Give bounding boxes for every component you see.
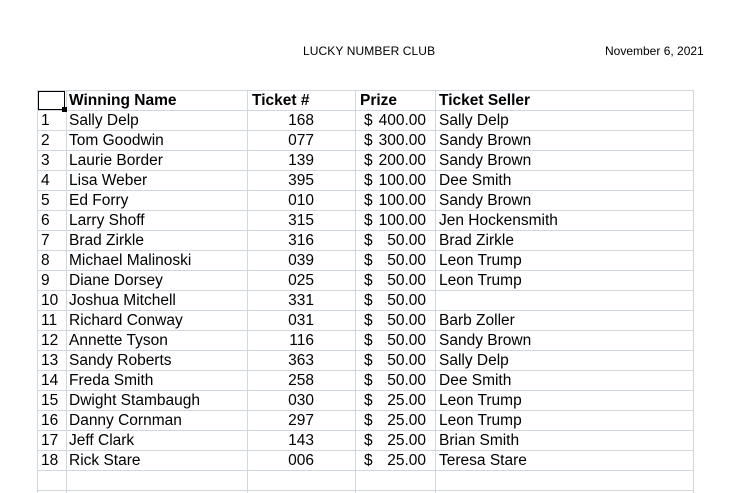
row-number: 11 (41, 312, 58, 329)
prize-amount-cell[interactable]: 100.00 (378, 192, 426, 209)
table-row[interactable] (38, 191, 694, 211)
ticket-number-cell[interactable]: 031 (288, 312, 314, 329)
ticket-seller-cell[interactable]: Brad Zirkle (439, 232, 514, 249)
table-row[interactable] (38, 231, 694, 251)
row-number: 8 (41, 252, 50, 269)
winning-name-cell[interactable]: Freda Smith (69, 372, 154, 389)
currency-symbol: $ (364, 312, 373, 329)
winning-name-cell[interactable]: Tom Goodwin (69, 132, 164, 149)
winning-name-cell[interactable]: Sally Delp (69, 112, 139, 129)
currency-symbol: $ (364, 172, 373, 189)
table-row[interactable] (38, 151, 694, 171)
winning-name-cell[interactable]: Lisa Weber (69, 172, 148, 189)
currency-symbol: $ (364, 372, 373, 389)
report-date: November 6, 2021 (605, 44, 704, 58)
winning-name-cell[interactable]: Rick Stare (69, 452, 141, 469)
row-number: 18 (41, 452, 59, 469)
winning-name-cell[interactable]: Danny Cornman (69, 412, 182, 429)
ticket-seller-cell[interactable]: Leon Trump (439, 392, 522, 409)
table-row[interactable] (38, 371, 694, 391)
selected-cell[interactable] (38, 91, 65, 110)
winning-name-cell[interactable]: Jeff Clark (69, 432, 135, 449)
ticket-number-cell[interactable]: 363 (288, 352, 314, 369)
prize-amount-cell[interactable]: 300.00 (378, 132, 426, 149)
ticket-seller-cell[interactable]: Dee Smith (439, 172, 512, 189)
ticket-number-cell[interactable]: 143 (288, 432, 314, 449)
currency-symbol: $ (364, 392, 373, 409)
row-number: 10 (41, 292, 59, 309)
club-title: LUCKY NUMBER CLUB (303, 44, 436, 58)
ticket-number-cell[interactable]: 006 (288, 452, 314, 469)
currency-symbol: $ (364, 112, 373, 129)
table-row[interactable] (38, 331, 694, 351)
row-number: 12 (41, 332, 59, 349)
table-row[interactable] (38, 251, 694, 271)
winning-name-cell[interactable]: Richard Conway (69, 312, 183, 329)
ticket-seller-cell[interactable]: Leon Trump (439, 272, 522, 289)
currency-symbol: $ (364, 152, 373, 169)
winning-name-cell[interactable]: Joshua Mitchell (69, 292, 176, 309)
row-number: 7 (41, 232, 50, 249)
prize-amount-cell[interactable]: 25.00 (387, 452, 426, 469)
winning-name-cell[interactable]: Diane Dorsey (69, 272, 163, 289)
row-number: 2 (41, 132, 50, 149)
table-row[interactable] (38, 311, 694, 331)
ticket-seller-cell[interactable]: Teresa Stare (439, 452, 527, 469)
table-row[interactable] (38, 111, 694, 131)
ticket-seller-cell[interactable]: Sandy Brown (439, 192, 532, 209)
ticket-number-cell[interactable]: 030 (288, 392, 314, 409)
winning-name-cell[interactable]: Laurie Border (69, 152, 163, 169)
currency-symbol: $ (364, 332, 373, 349)
ticket-seller-cell[interactable]: Leon Trump (439, 252, 522, 269)
ticket-number-cell[interactable]: 331 (288, 292, 314, 309)
ticket-number-cell[interactable]: 116 (289, 332, 314, 349)
currency-symbol: $ (364, 132, 373, 149)
ticket-number-cell[interactable]: 395 (288, 172, 314, 189)
currency-symbol: $ (364, 272, 373, 289)
column-header-ticket[interactable]: Ticket # (252, 92, 310, 109)
winning-name-cell[interactable]: Sandy Roberts (69, 352, 172, 369)
ticket-seller-cell[interactable]: Barb Zoller (439, 312, 515, 329)
ticket-number-cell[interactable]: 315 (288, 212, 314, 229)
prize-amount-cell[interactable]: 50.00 (387, 372, 426, 389)
table-row[interactable] (38, 171, 694, 191)
column-header-prize[interactable]: Prize (360, 92, 398, 109)
ticket-seller-cell[interactable]: Sally Delp (439, 352, 509, 369)
prize-amount-cell[interactable]: 50.00 (387, 232, 426, 249)
ticket-number-cell[interactable]: 139 (288, 152, 314, 169)
row-number: 3 (41, 152, 50, 169)
table-header-row (38, 91, 694, 111)
table-row[interactable] (38, 391, 694, 411)
prize-amount-cell[interactable]: 200.00 (378, 152, 426, 169)
ticket-number-cell[interactable]: 297 (288, 412, 314, 429)
empty-row[interactable] (38, 471, 694, 491)
row-number: 4 (41, 172, 50, 189)
winning-name-cell[interactable]: Annette Tyson (69, 332, 168, 349)
winning-name-cell[interactable]: Dwight Stambaugh (69, 392, 200, 409)
ticket-seller-cell[interactable]: Sandy Brown (439, 132, 532, 149)
ticket-number-cell[interactable]: 010 (288, 192, 314, 209)
prize-amount-cell[interactable]: 50.00 (387, 332, 426, 349)
table-row[interactable] (38, 271, 694, 291)
row-number: 13 (41, 352, 59, 369)
prize-amount-cell[interactable]: 25.00 (387, 432, 426, 449)
row-number: 9 (41, 272, 50, 289)
currency-symbol: $ (364, 212, 373, 229)
prize-amount-cell[interactable]: 50.00 (387, 292, 426, 309)
ticket-seller-cell[interactable]: Sally Delp (439, 112, 509, 129)
table-row[interactable] (38, 431, 694, 451)
row-number: 14 (41, 372, 59, 389)
table-row[interactable] (38, 131, 694, 151)
winning-name-cell[interactable]: Brad Zirkle (69, 232, 144, 249)
ticket-number-cell[interactable]: 168 (288, 112, 314, 129)
currency-symbol: $ (364, 292, 373, 309)
table-row[interactable] (38, 451, 694, 471)
currency-symbol: $ (364, 452, 373, 469)
ticket-seller-cell[interactable]: Dee Smith (439, 372, 512, 389)
table-row[interactable] (38, 351, 694, 371)
row-number: 6 (41, 212, 50, 229)
ticket-number-cell[interactable]: 316 (288, 232, 314, 249)
currency-symbol: $ (364, 352, 373, 369)
currency-symbol: $ (364, 432, 373, 449)
row-number: 15 (41, 392, 59, 409)
prize-amount-cell[interactable]: 50.00 (387, 272, 426, 289)
prize-amount-cell[interactable]: 50.00 (387, 352, 426, 369)
row-number: 5 (41, 192, 50, 209)
prize-amount-cell[interactable]: 25.00 (387, 412, 426, 429)
winning-name-cell[interactable]: Michael Malinoski (69, 252, 192, 269)
prize-amount-cell[interactable]: 100.00 (378, 212, 426, 229)
row-number: 17 (41, 432, 59, 449)
ticket-seller-cell[interactable]: Jen Hockensmith (439, 212, 558, 229)
ticket-seller-cell[interactable]: Leon Trump (439, 412, 522, 429)
row-number: 16 (41, 412, 59, 429)
ticket-number-cell[interactable]: 039 (288, 252, 314, 269)
ticket-number-cell[interactable]: 258 (288, 372, 314, 389)
winners-table (37, 90, 694, 493)
ticket-seller-cell[interactable]: Brian Smith (439, 432, 520, 449)
table-row[interactable] (38, 211, 694, 231)
currency-symbol: $ (364, 252, 373, 269)
ticket-seller-cell[interactable]: Sandy Brown (439, 152, 532, 169)
ticket-number-cell[interactable]: 025 (288, 272, 314, 289)
table-row[interactable] (38, 411, 694, 431)
prize-amount-cell[interactable]: 400.00 (378, 112, 426, 129)
prize-amount-cell[interactable]: 25.00 (387, 392, 426, 409)
row-number: 1 (41, 112, 50, 129)
prize-amount-cell[interactable]: 100.00 (378, 172, 426, 189)
ticket-number-cell[interactable]: 077 (288, 132, 314, 149)
currency-symbol: $ (364, 192, 373, 209)
column-header-seller[interactable]: Ticket Seller (439, 92, 531, 109)
ticket-seller-cell[interactable]: Sandy Brown (439, 332, 532, 349)
column-header-name[interactable]: Winning Name (69, 92, 177, 109)
prize-amount-cell[interactable]: 50.00 (387, 252, 426, 269)
winning-name-cell[interactable]: Larry Shoff (69, 212, 145, 229)
currency-symbol: $ (364, 412, 373, 429)
table-row[interactable] (38, 291, 694, 311)
currency-symbol: $ (364, 232, 373, 249)
prize-amount-cell[interactable]: 50.00 (387, 312, 426, 329)
winning-name-cell[interactable]: Ed Forry (69, 192, 129, 209)
